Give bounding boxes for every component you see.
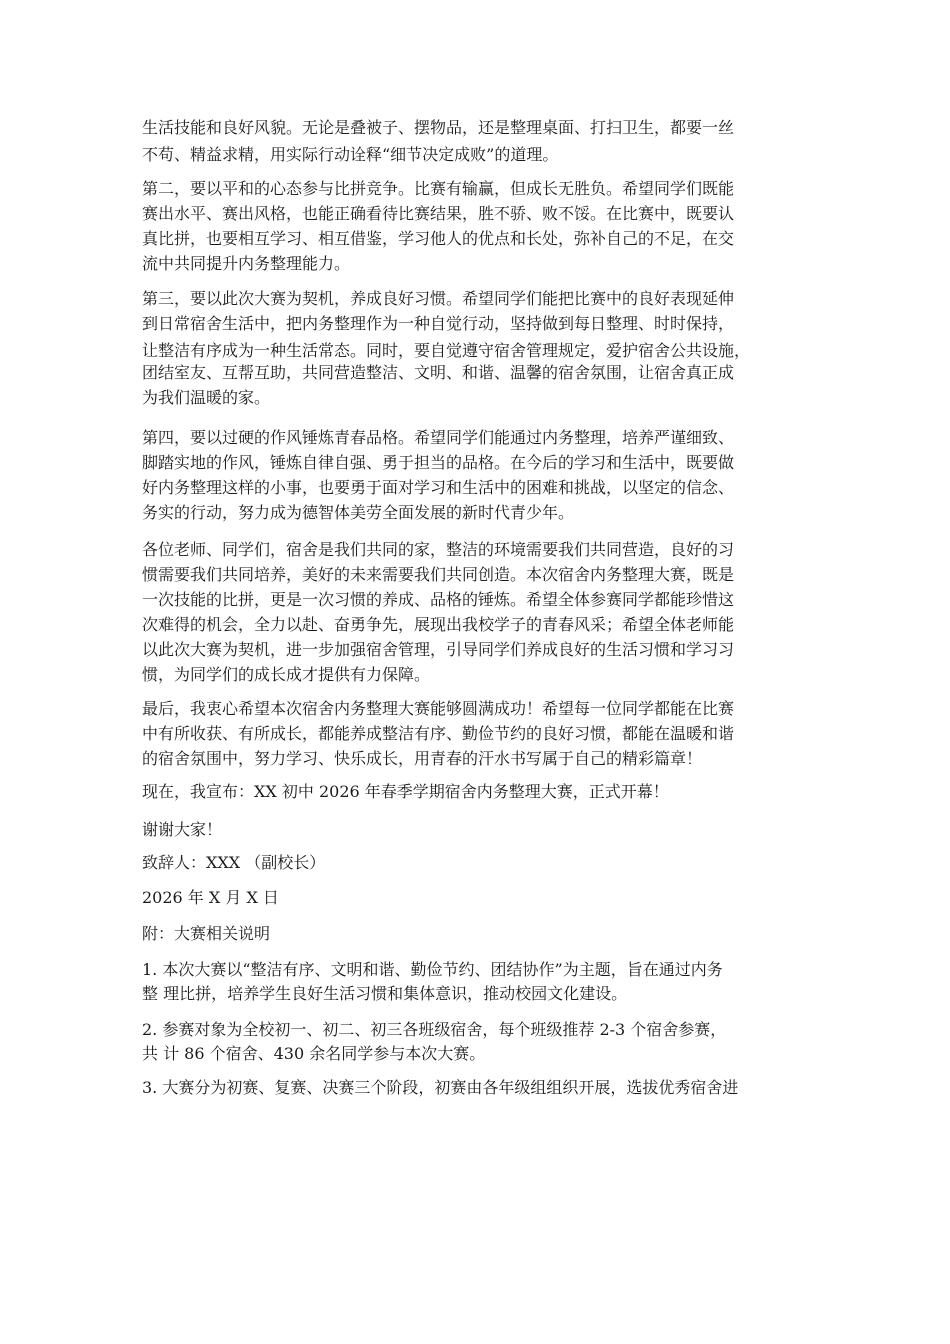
text-line: 为我们温暖的家。 <box>142 388 271 407</box>
list-item: 2. 参赛对象为全校初一、初二、初三各班级宿舍，每个班级推荐 2-3 个宿舍参赛， <box>142 1020 727 1039</box>
appendix-title: 附：大赛相关说明 <box>142 924 271 943</box>
text-line: 务实的行动，努力成为德智体美劳全面发展的新时代青少年。 <box>142 503 575 522</box>
text-line: 第四，要以过硬的作风锤炼青春品格。希望同学们能通过内务整理，培养严谨细致、 <box>142 428 735 447</box>
text-line: 生活技能和良好风貌。无论是叠被子、摆物品，还是整理桌面、打扫卫生，都要一丝 <box>142 118 735 137</box>
text-line: 中有所收获、有所成长，都能养成整洁有序、勤俭节约的良好习惯，都能在温暖和谐 <box>142 724 735 743</box>
text-line: 脚踏实地的作风，锤炼自律自强、勇于担当的品格。在今后的学习和生活中，既要做 <box>142 453 735 472</box>
text-line: 现在，我宣布：XX 初中 2026 年春季学期宿舍内务整理大赛，正式开幕！ <box>142 782 669 801</box>
text-line: 以此次大赛为契机，进一步加强宿舍管理，引导同学们养成良好的生活习惯和学习习 <box>142 640 735 659</box>
list-item: 整 理比拼，培养学生良好生活习惯和集体意识，推动校园文化建设。 <box>142 984 628 1003</box>
text-line: 流中共同提升内务整理能力。 <box>142 254 351 273</box>
text-line: 各位老师、同学们，宿舍是我们共同的家，整洁的环境需要我们共同营造，良好的习 <box>142 540 735 559</box>
text-line: 好内务整理这样的小事，也要勇于面对学习和生活中的困难和挑战，以坚定的信念、 <box>142 478 735 497</box>
text-line: 到日常宿舍生活中，把内务整理作为一种自觉行动，坚持做到每日整理、时时保持， <box>142 314 735 333</box>
signatory-line: 致辞人：XXX （副校长） <box>142 853 326 872</box>
text-line: 的宿舍氛围中，努力学习、快乐成长，用青春的汗水书写属于自己的精彩篇章！ <box>142 749 703 768</box>
text-line: 次难得的机会，全力以赴、奋勇争先，展现出我校学子的青春风采；希望全体老师能 <box>142 615 735 634</box>
text-line: 谢谢大家！ <box>142 820 223 839</box>
text-line: 让整洁有序成为一种生活常态。同时，要自觉遵守宿舍管理规定，爱护宿舍公共设施， <box>142 341 751 360</box>
text-line: 第三，要以此次大赛为契机，养成良好习惯。希望同学们能把比赛中的良好表现延伸 <box>142 289 735 308</box>
text-line: 团结室友、互帮互助，共同营造整洁、文明、和谐、温馨的宿舍氛围，让宿舍真正成 <box>142 363 735 382</box>
text-line: 真比拼，也要相互学习、相互借鉴，学习他人的优点和长处，弥补自己的不足，在交 <box>142 229 735 248</box>
text-line: 惯需要我们共同培养，美好的未来需要我们共同创造。本次宿舍内务整理大赛，既是 <box>142 565 735 584</box>
list-item: 共 计 86 个宿舍、430 余名同学参与本次大赛。 <box>142 1044 486 1063</box>
text-line: 不苟、精益求精，用实际行动诠释“细节决定成败”的道理。 <box>142 145 559 164</box>
text-line: 一次技能的比拼，更是一次习惯的养成、品格的锤炼。希望全体参赛同学都能珍惜这 <box>142 590 735 609</box>
text-line: 惯，为同学们的成长成才提供有力保障。 <box>142 665 431 684</box>
text-line: 赛出水平、赛出风格，也能正确看待比赛结果，胜不骄、败不馁。在比赛中，既要认 <box>142 204 735 223</box>
text-line: 第二，要以平和的心态参与比拼竞争。比赛有输赢，但成长无胜负。希望同学们既能 <box>142 179 735 198</box>
date-line: 2026 年 X 月 X 日 <box>142 888 279 907</box>
text-line: 最后，我衷心希望本次宿舍内务整理大赛能够圆满成功！希望每一位同学都能在比赛 <box>142 699 735 718</box>
list-item: 3. 大赛分为初赛、复赛、决赛三个阶段，初赛由各年级组组织开展，选拔优秀宿舍进 <box>142 1078 739 1097</box>
list-item: 1. 本次大赛以“整洁有序、文明和谐、勤俭节约、团结协作”为主题，旨在通过内务 <box>142 960 723 979</box>
